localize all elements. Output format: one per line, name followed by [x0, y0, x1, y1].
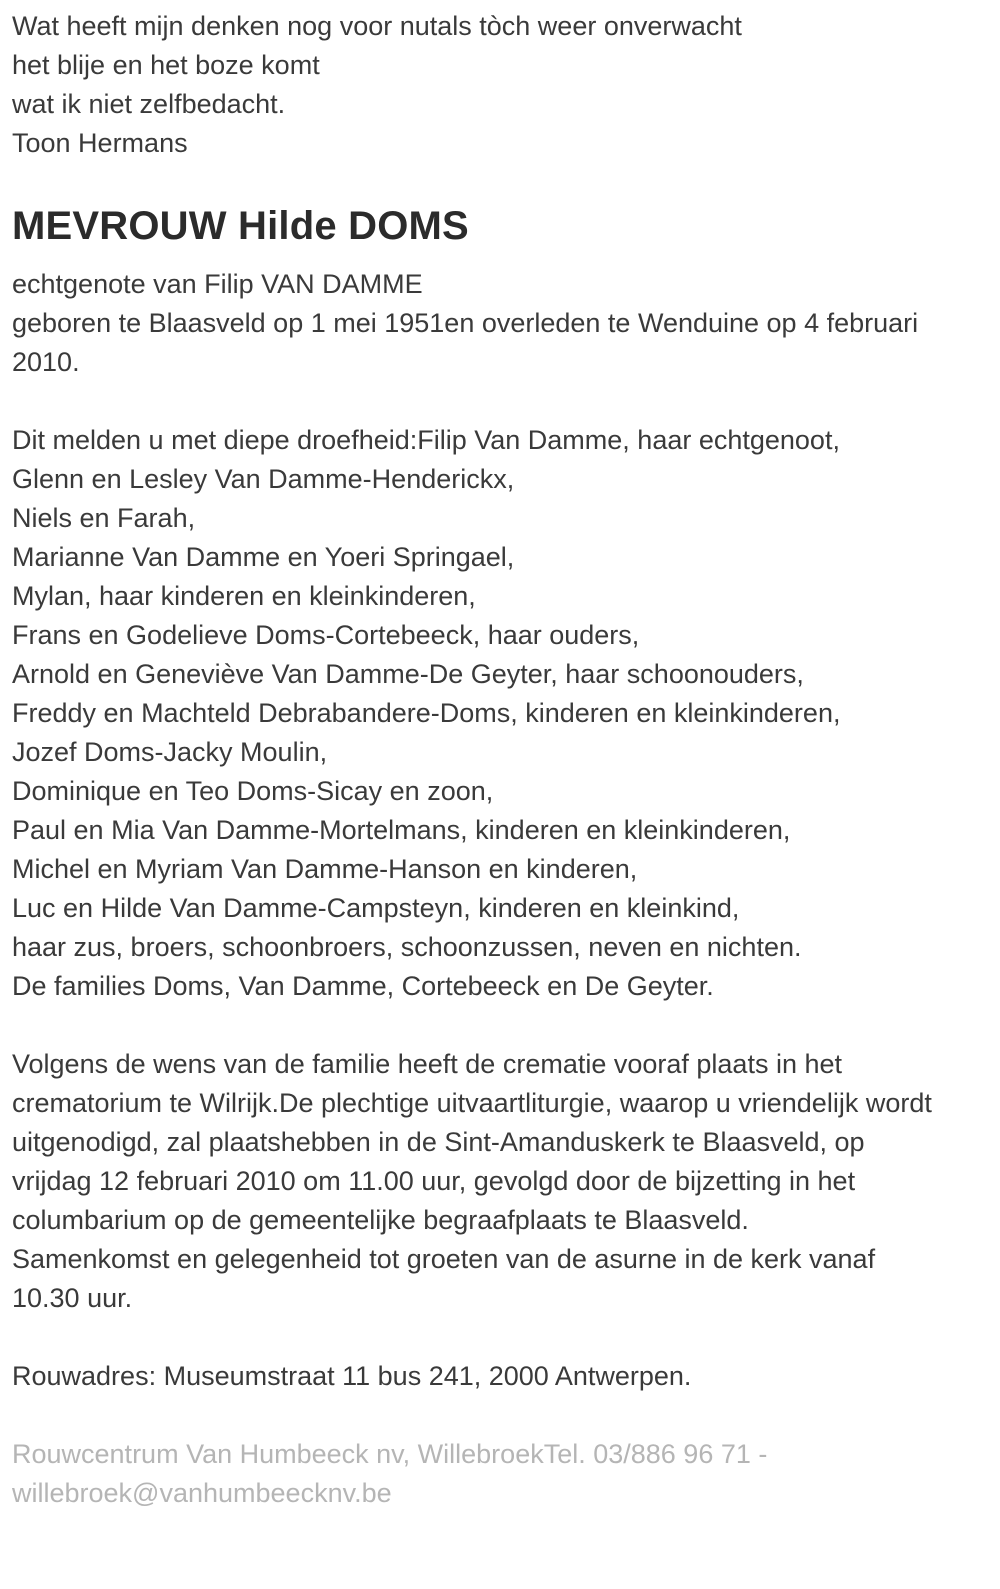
- poem-line: wat ik niet zelfbedacht.: [12, 89, 286, 119]
- gathering-paragraph: Samenkomst en gelegenheid tot groeten van de asurne in de kerk vanaf 10.30 uur.: [12, 1244, 876, 1313]
- family-line: Freddy en Machteld Debrabandere-Doms, kinderen en kleinkinderen,: [12, 698, 841, 728]
- ceremony-paragraph: Volgens de wens van de familie heeft de crematie vooraf plaats in het crematorium te Wilrijk.De plechtige uitvaartliturgie, waarop u vriendelijk wordt uitgenodigd, zal plaatshebben in de Sint-Amanduskerk te Blaasveld, op vrijdag 12 februari 2010 om 11.00 uur, gevolgd door de bijzetting in het columbarium op de gemeentelijke begraafplaats te Blaasveld.: [12, 1049, 932, 1235]
- family-line: Glenn en Lesley Van Damme-Henderickx,: [12, 464, 515, 494]
- family-line: Arnold en Geneviève Van Damme-De Geyter, haar schoonouders,: [12, 659, 804, 689]
- family-line: Niels en Farah,: [12, 503, 196, 533]
- funeral-home-info: Rouwcentrum Van Humbeeck nv, WillebroekTel. 03/886 96 71 - willebroek@vanhumbeecknv.be: [12, 1439, 768, 1508]
- family-line: Paul en Mia Van Damme-Mortelmans, kinderen en kleinkinderen,: [12, 815, 791, 845]
- poem-line: Wat heeft mijn denken nog voor nutals tòch weer onverwacht: [12, 11, 742, 41]
- deceased-name-heading: MEVROUW Hilde DOMS: [12, 204, 469, 248]
- mourning-address: Rouwadres: Museumstraat 11 bus 241, 2000 Antwerpen.: [12, 1361, 692, 1391]
- spouse-line: echtgenote van Filip VAN DAMME: [12, 269, 423, 299]
- family-section: [12, 421, 942, 1006]
- family-line: Mylan, haar kinderen en kleinkinderen,: [12, 581, 476, 611]
- mourning-address-section: [12, 1357, 942, 1396]
- family-line: De families Doms, Van Damme, Cortebeeck en De Geyter.: [12, 971, 714, 1001]
- family-line: Dominique en Teo Doms-Sicay en zoon,: [12, 776, 494, 806]
- poem-author: Toon Hermans: [12, 128, 188, 158]
- family-line: Michel en Myriam Van Damme-Hanson en kinderen,: [12, 854, 638, 884]
- family-line: Marianne Van Damme en Yoeri Springael,: [12, 542, 515, 572]
- family-line: Jozef Doms-Jacky Moulin,: [12, 737, 328, 767]
- family-line: haar zus, broers, schoonbroers, schoonzussen, neven en nichten.: [12, 932, 802, 962]
- ceremony-section: [12, 1045, 942, 1318]
- family-line: Frans en Godelieve Doms-Cortebeeck, haar ouders,: [12, 620, 640, 650]
- funeral-home-footer: [12, 1435, 942, 1513]
- family-line: Luc en Hilde Van Damme-Campsteyn, kinderen en kleinkind,: [12, 893, 740, 923]
- intro-section: [12, 265, 942, 382]
- poem-section: [12, 7, 942, 163]
- birth-death-line: geboren te Blaasveld op 1 mei 1951en overleden te Wenduine op 4 februari 2010.: [12, 308, 919, 377]
- poem-line: het blije en het boze komt: [12, 50, 320, 80]
- family-line: Dit melden u met diepe droefheid:Filip Van Damme, haar echtgenoot,: [12, 425, 840, 455]
